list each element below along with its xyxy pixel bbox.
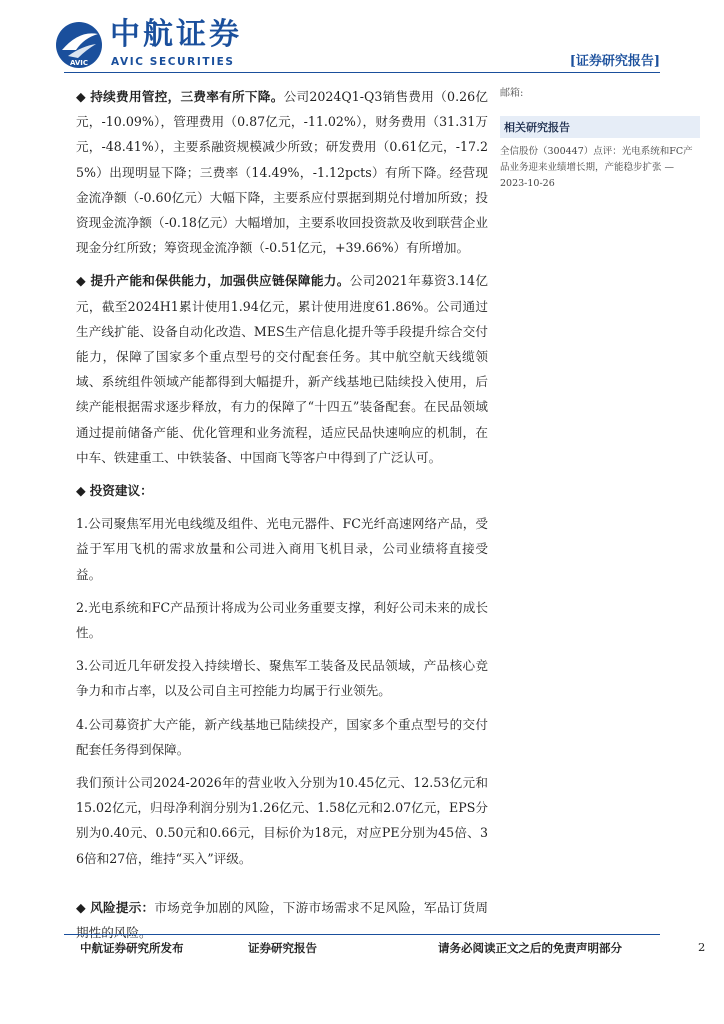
main-content [76, 84, 488, 945]
forecast-paragraph: 我们预计公司2024-2026年的营业收入分别为10.45亿元、12.53亿元和15.02亿元，归母净利润分别为1.26亿元、1.58亿元和2.07亿元，EPS分别为0.40元、0.50元和0.66元，目标价为18元，对应PE分别为45倍、36倍和27倍，维持“买入”评级。 [76, 775, 488, 866]
advice-item-1: 1.公司聚焦军用光电线缆及组件、光电元器件、FC光纤高速网络产品，受益于军用飞机的需求放量和公司进入商用飞机目录，公司业绩将直接受益。 [76, 516, 488, 582]
page-number: 2 [698, 940, 706, 954]
risk-paragraph [76, 895, 488, 945]
advice-item-4: 4.公司募资扩大产能，新产线基地已陆续投产，国家多个重点型号的交付配套任务得到保障。 [76, 716, 488, 757]
header-divider [64, 72, 660, 73]
diamond-bullet-icon: ◆ [76, 899, 86, 915]
logo-mark-text: AVIC [69, 59, 89, 67]
paragraph-body: 市场竞争加剧的风险，下游市场需求不足风险，军品订货周期性的风险。 [76, 899, 488, 941]
paragraph-capacity [76, 268, 488, 470]
diamond-bullet-icon: ◆ [76, 483, 86, 499]
paragraph-lead: 持续费用管控，三费率有所下降。 [90, 89, 284, 104]
related-report-link[interactable]: 全信股份（300447）点评：光电系统和FC产品业务迎来业绩增长期，产能稳步扩张 — 2023-10-26 [500, 146, 693, 189]
footer-disclaimer: 请务必阅读正文之后的免责声明部分 [438, 941, 622, 955]
diamond-bullet-icon: ◆ [76, 89, 86, 104]
paragraph-lead: 提升产能和保供能力，加强供应链保障能力。 [90, 273, 350, 289]
footer-publisher: 中航证券研究所发布 [80, 941, 184, 955]
paragraph-lead: 投资建议： [89, 483, 153, 499]
logo-english-name: AVIC SECURITIES [111, 56, 235, 68]
paragraph-body: 公司2024Q1-Q3销售费用（0.26亿元，-10.09%），管理费用（0.87亿元，-11.02%），财务费用（31.31万元，-48.41%），主要系融资规模减少所致；研发费用（0.61亿元，-17.25%）出现明显下降；三费率（14.49%，-1.12pcts）有所下降。经营现金流净额（-0.60亿元）大幅下降，主要系应付票据到期兑付增加所致；投资现金流净额（-0.18亿元）大幅增加，主要系收回投资款及收到联营企业现金分红所致；筹资现金流净额（-0.51亿元，+39.66%）有所增加。 [76, 89, 488, 256]
diamond-bullet-icon: ◆ [76, 273, 87, 289]
paragraph-lead: 风险提示： [90, 899, 155, 915]
page-header [0, 0, 724, 80]
avic-logo-icon [54, 20, 104, 70]
report-type-tag: [证券研究报告] [569, 54, 660, 69]
paragraph-body: 公司2021年募资3.14亿元，截至2024H1累计使用1.94亿元，累计使用进度61.86%。公司通过生产线扩能、设备自动化改造、MES生产信息化提升等手段提升综合交付能力，保障了国家多个重点型号的交付配套任务。其中航空航天线缆领域、系统组件领域产能都得到大幅提升，新产线基地已陆续投入使用，后续产能根据需求逐步释放，有力的保障了“十四五”装备配套。在民品领域通过提前储备产能、优化管理和业务流程，适应民品快速响应的机制，在中车、铁建重工、中铁装备、中国商飞等客户中得到了广泛认可。 [76, 273, 489, 465]
sidebar [500, 86, 700, 192]
footer-divider [64, 934, 660, 935]
related-reports-heading: 相关研究报告 [500, 116, 700, 138]
footer-report-type: 证券研究报告 [248, 941, 317, 955]
advice-item-3: 3.公司近几年研发投入持续增长、聚焦军工装备及民品领域，产品核心竞争力和市占率，以及公司自主可控能力均属于行业领先。 [76, 658, 488, 699]
investment-advice-heading [76, 478, 488, 503]
advice-item-2: 2.光电系统和FC产品预计将成为公司业务重要支撑，利好公司未来的成长性。 [76, 599, 488, 641]
logo-chinese-name: 中航证券 [110, 17, 242, 52]
email-label: 邮箱: [500, 88, 524, 99]
paragraph-cost-control [76, 84, 488, 260]
